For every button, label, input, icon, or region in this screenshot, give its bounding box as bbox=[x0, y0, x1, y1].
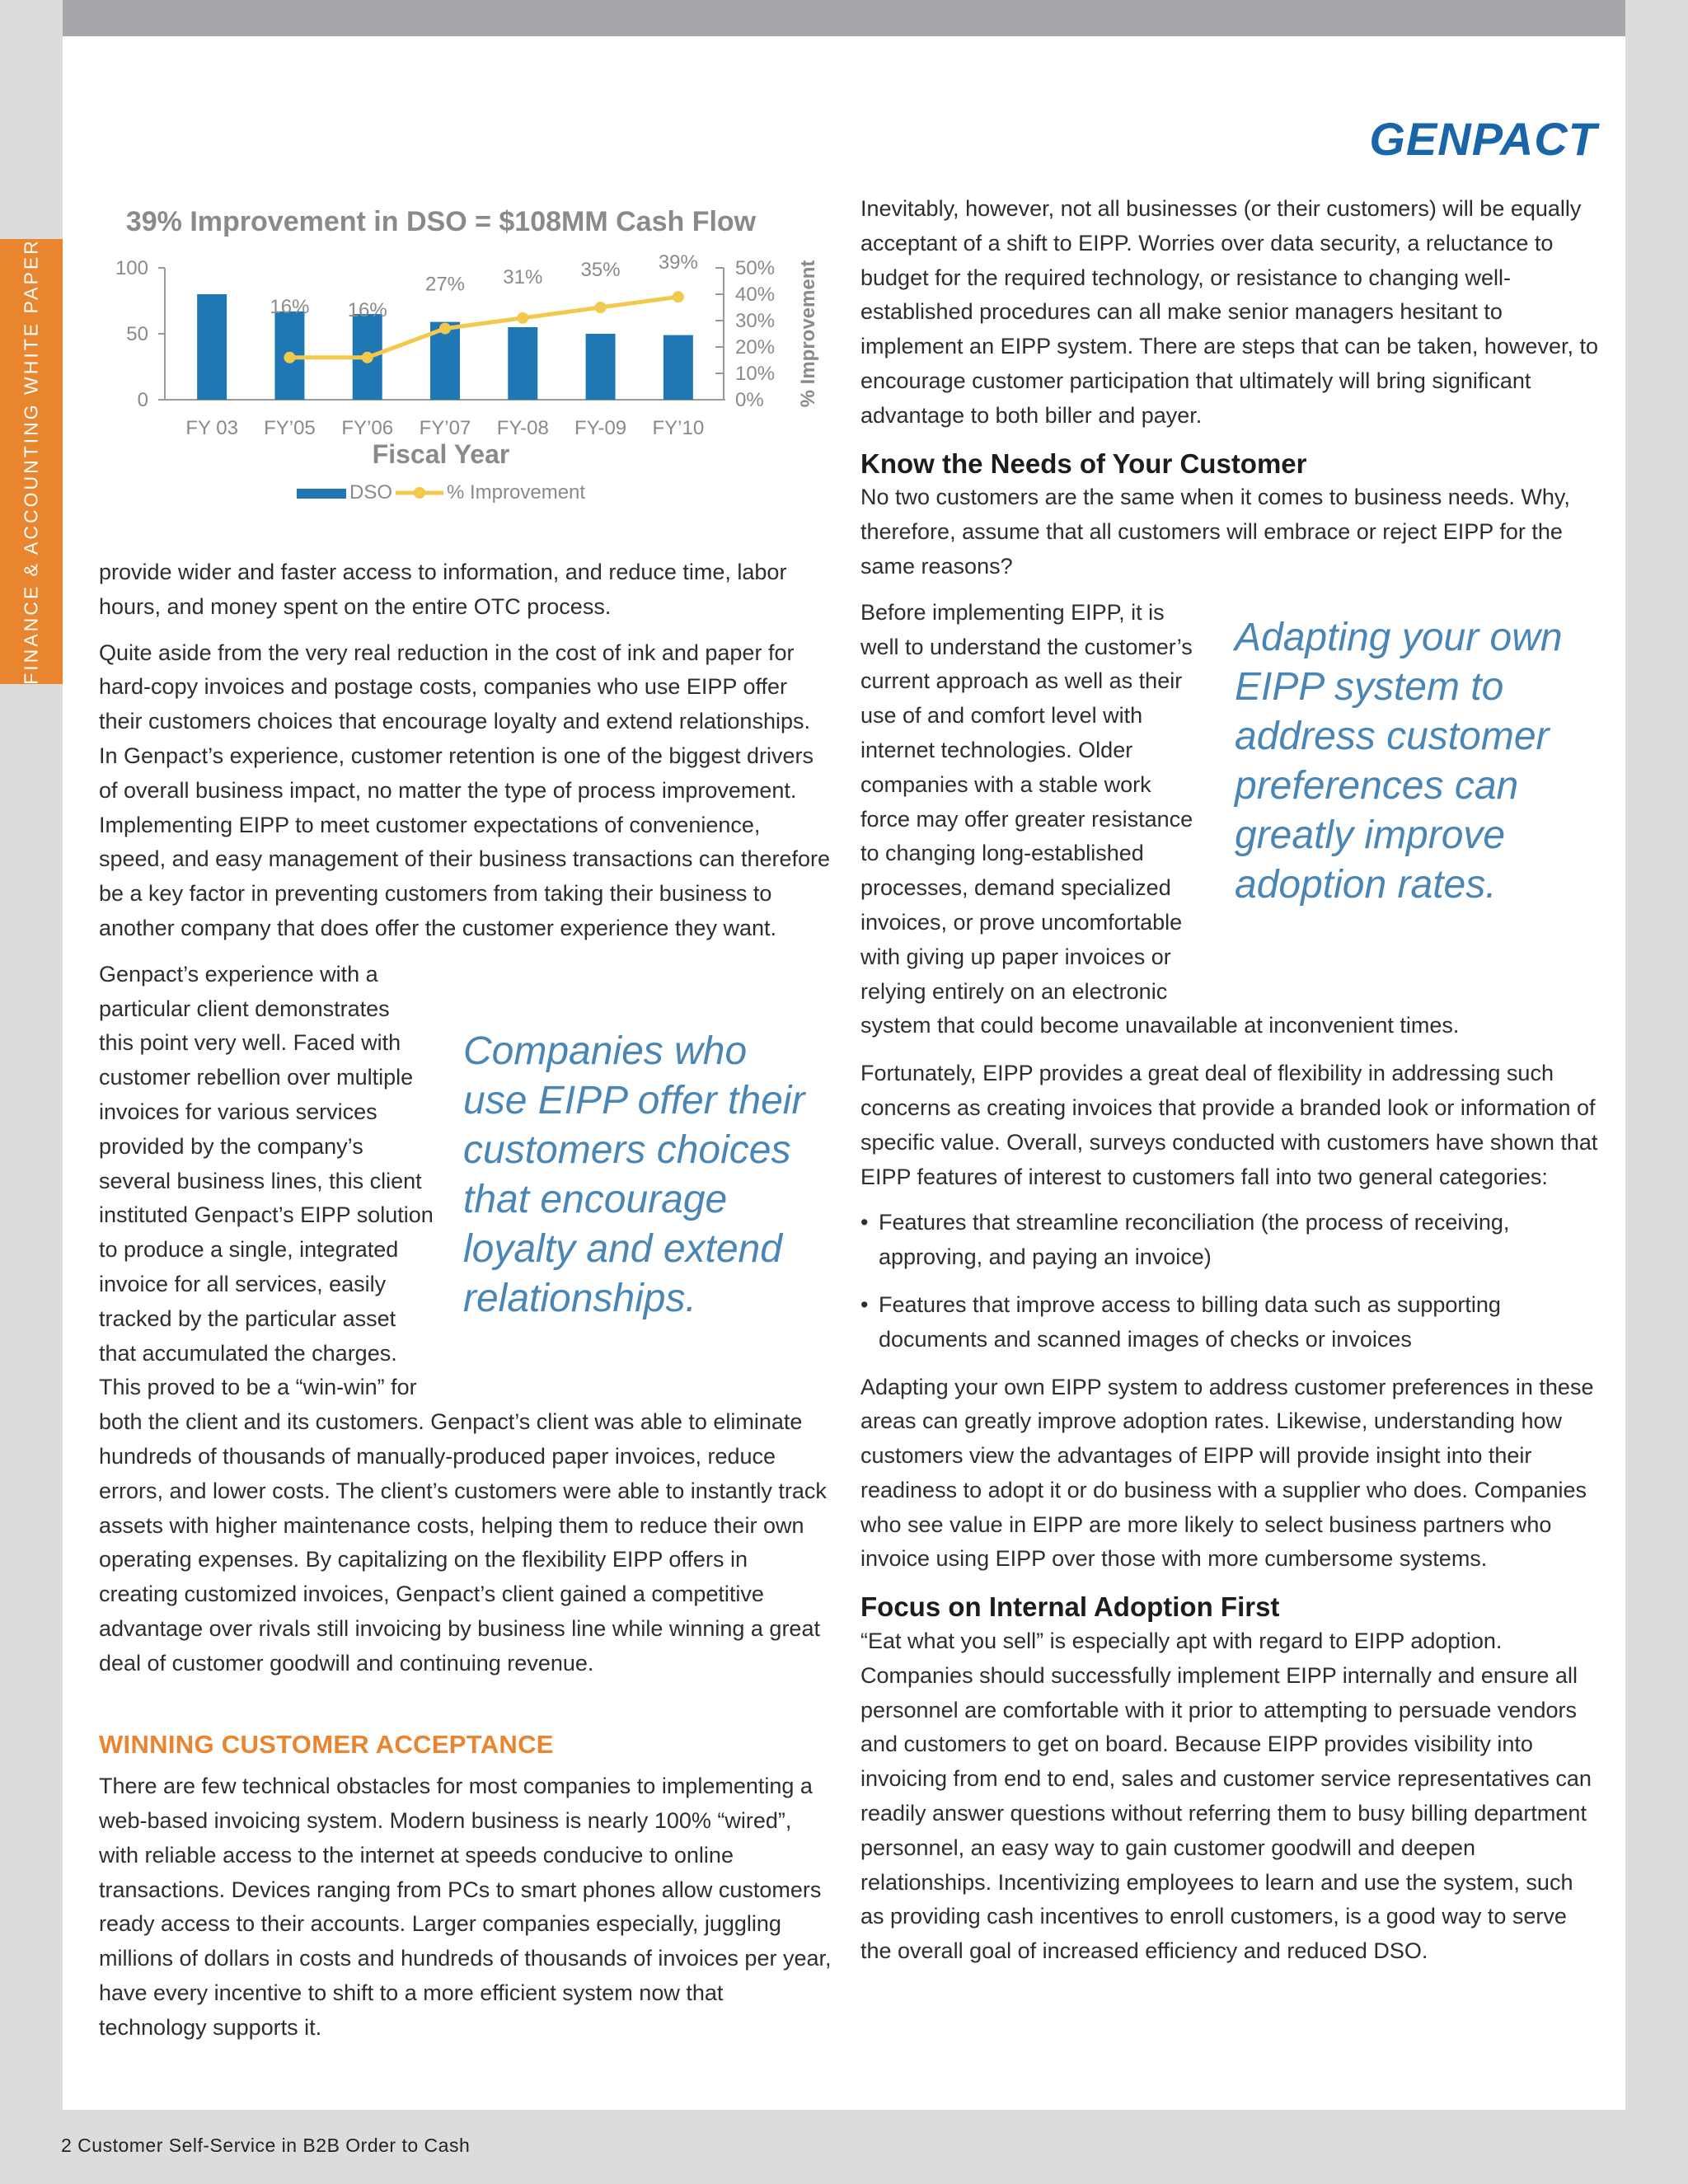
chart-title: 39% Improvement in DSO = $108MM Cash Flow bbox=[125, 206, 757, 237]
text-line: Before implementing EIPP, it is bbox=[860, 599, 1165, 625]
text-line: instituted Genpact’s EIPP solution bbox=[99, 1202, 434, 1228]
section-heading-focus-internal: Focus on Internal Adoption First bbox=[860, 1591, 1280, 1623]
text-line: well to understand the customer’s bbox=[860, 634, 1193, 659]
y2-tick-label: 50% bbox=[735, 257, 776, 279]
feature-list-item: • Features that streamline reconciliation (the process of receiving, approving, and paying an invoice) bbox=[860, 1206, 1602, 1275]
legend-swatch-dso bbox=[297, 489, 346, 499]
text-line: invoices, or prove uncomfortable bbox=[860, 909, 1183, 935]
text-line: invoice for all services, easily bbox=[99, 1271, 387, 1296]
section-heading-winning-customer-acceptance: WINNING CUSTOMER ACCEPTANCE bbox=[99, 1729, 554, 1759]
right-column bbox=[860, 192, 1602, 1969]
text-line: This proved to be a “win-win” for bbox=[99, 1375, 417, 1400]
x-axis-label: Fiscal Year bbox=[372, 439, 510, 469]
improvement-point bbox=[439, 323, 451, 335]
x-tick-label: FY’10 bbox=[652, 417, 705, 439]
improvement-point bbox=[673, 291, 684, 302]
x-tick-label: FY’07 bbox=[419, 417, 471, 439]
text-line: this point very well. Faced with bbox=[99, 1030, 401, 1056]
right-paragraph-5: Adapting your own EIPP system to address customer preferences in these areas can greatly improve adoption rates. Likewise, understanding how customers view the advantages of EIPP will provide insight into their readiness to adopt it or do business with a supplier who does. Companies who see value in EIPP are more likely to select business partners who invoice using EIPP over those with more cumbersome systems. bbox=[860, 1374, 1594, 1572]
genpact-logo: GENPACT bbox=[1369, 113, 1597, 165]
y2-tick-label: 30% bbox=[735, 310, 776, 332]
dso-chart bbox=[99, 198, 824, 519]
left-paragraph-4: There are few technical obstacles for most companies to implementing a web-based invoicing system. Modern business is nearly 100% “wired”, with reliable access to the internet at speeds conducive to online transactions. Devices ranging from PCs to smart phones allow customers ready access to their accounts. Larger companies especially, juggling millions of dollars in costs and hundreds of thousands of invoices per year, have every incentive to shift to a more efficient system now that technology supports it. bbox=[99, 1774, 832, 2040]
improvement-data-label: 16% bbox=[270, 295, 310, 318]
side-tab bbox=[0, 239, 63, 684]
right-paragraph-6: “Eat what you sell” is especially apt with regard to EIPP adoption. Companies should successfully implement EIPP internally and ensure all personnel are comfortable with it prior to attempting to persuade vendors and customers to get on board. Because EIPP provides visibility into invoicing from end to end, sales and customer service representatives can readily answer questions without referring them to busy billing department personnel, an easy way to gain customer goodwill and deepen relationships. Incentivizing employees to learn and use the system, such as providing cash incentives to enroll customers, is a good way to serve the overall goal of increased efficiency and reduced DSO. bbox=[860, 1629, 1592, 1964]
section-heading-know-the-needs: Know the Needs of Your Customer bbox=[860, 448, 1307, 479]
text-line: to produce a single, integrated bbox=[99, 1237, 399, 1263]
improvement-point bbox=[595, 302, 607, 313]
improvement-data-label: 27% bbox=[424, 273, 466, 296]
text-line: current approach as well as their bbox=[860, 668, 1183, 694]
text-line: particular client demonstrates bbox=[99, 996, 390, 1021]
text-line: tracked by the particular asset bbox=[99, 1305, 396, 1331]
right-paragraph-4: Fortunately, EIPP provides a great deal of flexibility in addressing such concerns as creating invoices that provide a branded look or information of specific value. Overall, surveys conducted with customers have shown that EIPP features of interest to customers fall into two general categories: bbox=[860, 1061, 1598, 1189]
improvement-data-label: 39% bbox=[658, 251, 698, 274]
feature-list-item: • Features that improve access to billing data such as supporting documents and scanned images of checks or invoices bbox=[860, 1288, 1602, 1357]
legend-label-dso: DSO bbox=[349, 481, 393, 504]
x-tick-label: FY’05 bbox=[264, 417, 316, 439]
left-paragraph-1: provide wider and faster access to information, and reduce time, labor hours, and money spent on the entire OTC process. bbox=[99, 560, 787, 619]
side-tab-label: FINANCE & ACCOUNTING WHITE PAPER bbox=[20, 238, 42, 685]
text-line: processes, demand specialized bbox=[860, 875, 1171, 901]
text-line: relying entirely on an electronic bbox=[860, 978, 1168, 1004]
y-tick-label: 50 bbox=[126, 323, 148, 345]
right-paragraph-2: No two customers are the same when it comes to business needs. Why, therefore, assume that all customers will embrace or reject EIPP for the same reasons? bbox=[860, 485, 1570, 579]
y2-tick-label: 0% bbox=[735, 389, 764, 411]
page-footer: 2 Customer Self-Service in B2B Order to Cash bbox=[61, 2135, 471, 2156]
text-line: invoices for various services bbox=[99, 1099, 377, 1124]
top-bar bbox=[63, 0, 1625, 36]
text-line: customer rebellion over multiple bbox=[99, 1065, 414, 1090]
bar-dso bbox=[508, 327, 537, 400]
text-line: companies with a stable work bbox=[860, 771, 1151, 797]
improvement-point bbox=[362, 352, 373, 363]
text-line: internet technologies. Older bbox=[860, 737, 1133, 762]
y2-tick-label: 20% bbox=[735, 336, 776, 359]
x-tick-label: FY 03 bbox=[185, 417, 238, 439]
text-line: provided by the company’s bbox=[99, 1133, 363, 1159]
legend-label-improvement: % Improvement bbox=[447, 481, 586, 504]
x-tick-label: FY-08 bbox=[496, 417, 549, 439]
right-paragraph-3-rest: system that could become unavailable at inconvenient times. bbox=[860, 1013, 1460, 1038]
improvement-point bbox=[284, 352, 295, 363]
y-tick-label: 0 bbox=[137, 389, 148, 411]
y2-axis-label: % Improvement bbox=[797, 260, 819, 408]
y-tick-label: 100 bbox=[115, 257, 148, 279]
improvement-point bbox=[517, 312, 528, 324]
pull-quote-left: Companies who use EIPP offer their customers choices that encourage loyalty and extend relationships. bbox=[463, 1029, 805, 1320]
text-line: to changing long-established bbox=[860, 841, 1144, 866]
x-tick-label: FY’06 bbox=[341, 417, 394, 439]
bar-dso bbox=[663, 335, 693, 400]
improvement-data-label: 16% bbox=[347, 298, 387, 321]
text-line: use of and comfort level with bbox=[860, 703, 1143, 729]
legend-swatch-improvement-dot bbox=[414, 487, 425, 499]
bar-dso bbox=[197, 294, 227, 400]
text-line: with giving up paper invoices or bbox=[860, 944, 1171, 969]
y2-tick-label: 10% bbox=[735, 363, 776, 385]
feature-list bbox=[860, 1206, 1602, 1357]
text-line: that accumulated the charges. bbox=[99, 1340, 397, 1366]
text-line: Genpact’s experience with a bbox=[99, 961, 378, 987]
left-paragraph-2: Quite aside from the very real reduction in the cost of ink and paper for hard-copy invoices and postage costs, companies who use EIPP offer their customers choices that encourage loyalty and extend relationships. In Genpact’s experience, customer retention is one of the biggest drivers of overall business impact, no matter the type of process improvement. Implementing EIPP to meet customer expectations of convenience, speed, and easy management of their business transactions can therefore be a key factor in preventing customers from taking their business to another company that does offer the customer experience they want. bbox=[99, 640, 831, 940]
right-paragraph-1: Inevitably, however, not all businesses (or their customers) will be equally acceptant of a shift to EIPP. Worries over data security, a reluctance to budget for the required technology, or resistance to changing well-established procedures can all make senior managers hesitant to implement an EIPP system. There are steps that can be taken, however, to encourage customer participation that ultimately will bring significant advantage to both biller and payer. bbox=[860, 196, 1598, 428]
bar-dso bbox=[586, 334, 616, 400]
y2-tick-label: 40% bbox=[735, 284, 776, 306]
left-paragraph-3-rest: both the client and its customers. Genpact’s client was able to eliminate hundreds of thousands of manually-produced paper invoices, reduce errors, and lower costs. The client’s customers were able to instantly track assets with higher maintenance costs, helping them to reduce their own operating expenses. By capitalizing on the flexibility EIPP offers in creating customized invoices, Genpact’s client gained a competitive advantage over rivals still invoicing by business line while winning a great deal of customer goodwill and continuing revenue. bbox=[99, 1409, 827, 1675]
text-line: several business lines, this client bbox=[99, 1168, 422, 1193]
text-line: force may offer greater resistance bbox=[860, 806, 1193, 832]
improvement-data-label: 35% bbox=[580, 259, 621, 281]
x-tick-label: FY-09 bbox=[574, 417, 627, 439]
improvement-data-label: 31% bbox=[503, 265, 543, 288]
pull-quote-right: Adapting your own EIPP system to address customer preferences can greatly improve adoption rates. bbox=[1235, 616, 1563, 907]
